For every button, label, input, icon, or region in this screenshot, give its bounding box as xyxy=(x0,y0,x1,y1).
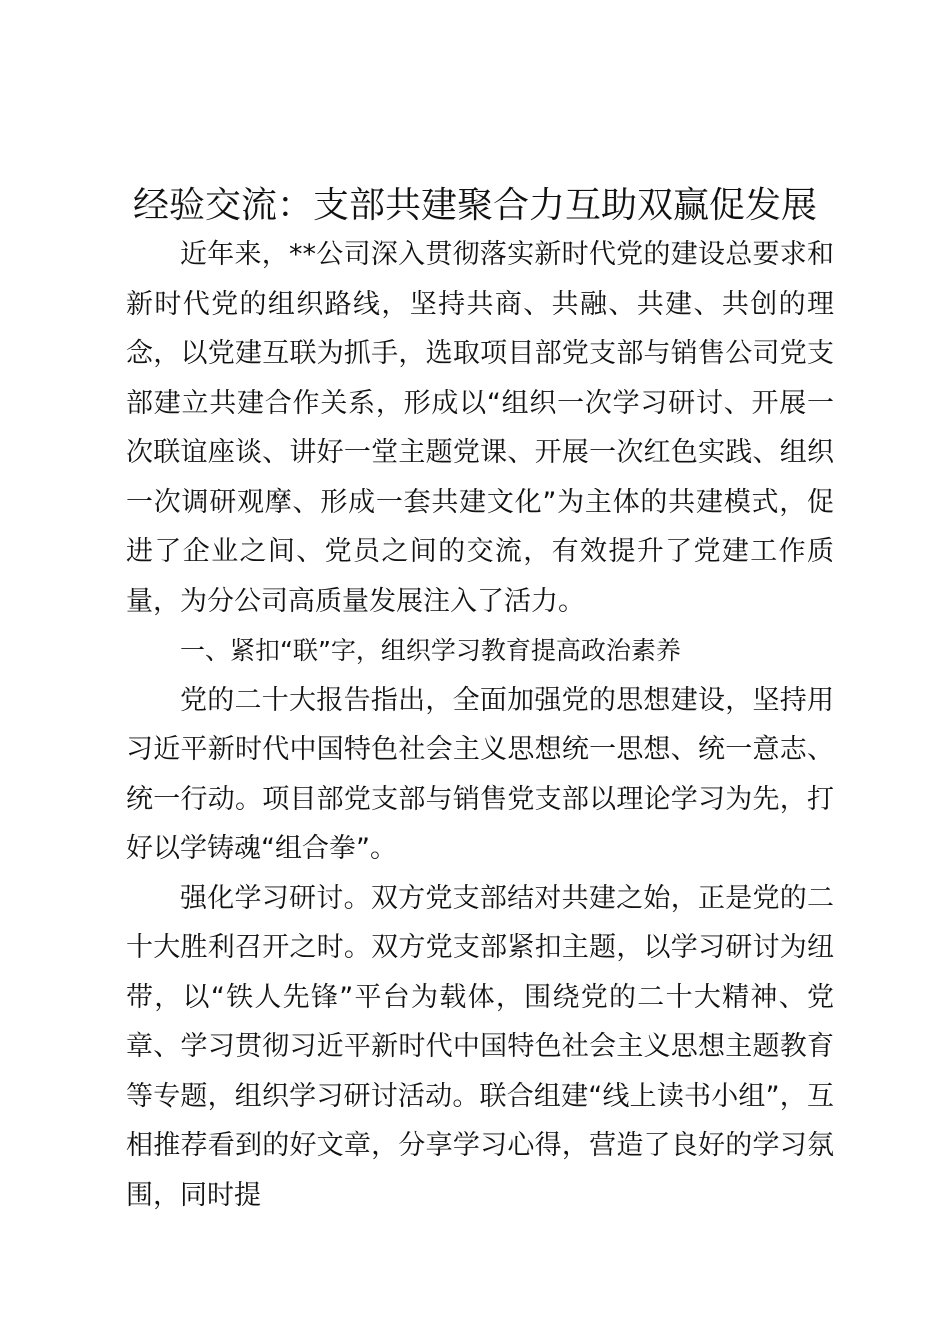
document-body xyxy=(126,230,834,1220)
paragraph-intro: 近年来，**公司深入贯彻落实新时代党的建设总要求和新时代党的组织路线，坚持共商、共融、共建、共创的理念，以党建互联为抓手，选取项目部党支部与销售公司党支部建立共建合作关系，形成以“组织一次学习研讨、开展一次联谊座谈、讲好一堂主题党课、开展一次红色实践、组织一次调研观摩、形成一套共建文化”为主体的共建模式，促进了企业之间、党员之间的交流，有效提升了党建工作质量，为分公司高质量发展注入了活力。 xyxy=(126,239,834,617)
paragraph-section-1-intro: 党的二十大报告指出，全面加强党的思想建设，坚持用习近平新时代中国特色社会主义思想统一思想、统一意志、统一行动。项目部党支部与销售党支部以理论学习为先，打好以学铸魂“组合拳”。 xyxy=(126,684,834,864)
paragraph-study-discussion: 强化学习研讨。双方党支部结对共建之始，正是党的二十大胜利召开之时。双方党支部紧扣主题，以学习研讨为纽带，以“铁人先锋”平台为载体，围绕党的二十大精神、党章、学习贯彻习近平新时代中国特色社会主义思想主题教育等专题，组织学习研讨活动。联合组建“线上读书小组”，互相推荐看到的好文章，分享学习心得，营造了良好的学习氛围，同时提 xyxy=(126,882,834,1211)
section-heading-1: 一、紧扣“联”字，组织学习教育提高政治素养 xyxy=(180,636,681,665)
document-title: 经验交流：支部共建聚合力互助双赢促发展 xyxy=(132,185,817,226)
